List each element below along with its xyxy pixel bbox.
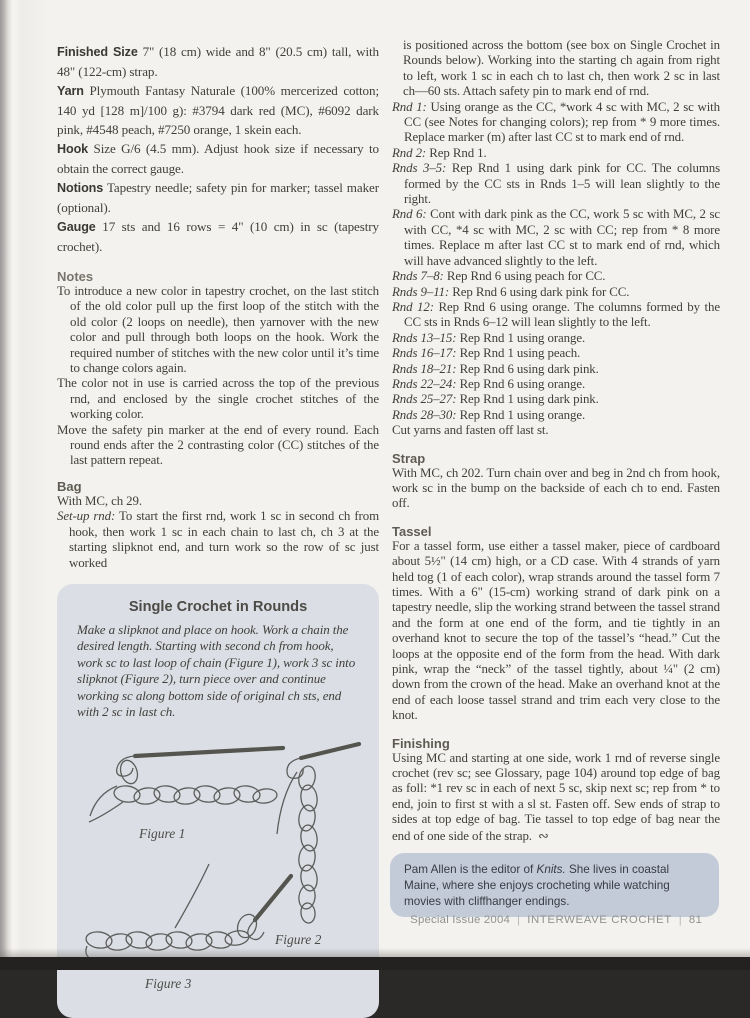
round-label: Set-up rnd: — [57, 509, 116, 524]
box-title: Single Crochet in Rounds — [128, 598, 308, 615]
figure-2-label: Figure 2 — [275, 932, 322, 948]
spec-label: Yarn — [57, 84, 84, 98]
spec-gauge — [57, 217, 379, 256]
bag-continuation-paragraph: is positioned across the bottom (see box on Single Crochet in Rounds below). Working into the starting ch again from right to left, work 1 sc in each ch to last ch, then work 2 sc in last ch—60 sts. Attach safety pin to mark end of rnd. — [403, 38, 720, 99]
spec-label: Finished Size — [57, 45, 138, 59]
footer-magazine-name: INTERWEAVE CROCHET — [527, 914, 672, 926]
box-instructions: Make a slipknot and place on hook. Work a chain the desired length. Starting with second ch from hook, work sc to last loop of chain (Figure 1), work 3 sc into slipknot (Figure 2), turn piece over and continue working sc along bottom side of original ch sts, end with 2 sc in last ch. — [77, 621, 356, 719]
round-text: To start the first rnd, work 1 sc in second ch from hook, then work 1 sc in each chain to last ch, ch 3 at the starting slipknot end, and turn work so the row of sc just worked — [69, 509, 380, 570]
round-label: Rnds 22–24: — [392, 376, 457, 391]
notes-paragraph: Move the safety pin marker at the end of every round. Each round ends after the 2 contrasting color (CC) stitches of the last pattern repeat. — [57, 422, 379, 468]
round-label: Rnd 1: — [392, 99, 427, 114]
round-text: Rep Rnd 6 using orange. The columns formed by the CC sts in Rnds 6–12 will lean slightly to the left. — [404, 299, 720, 330]
spec-label: Notions — [57, 181, 104, 195]
round-label: Rnds 3–5: — [392, 161, 447, 176]
round-instruction — [392, 146, 720, 161]
round-text: Rep Rnd 6 using orange. — [459, 376, 586, 391]
round-instruction — [392, 300, 720, 331]
finishing-text: Using MC and starting at one side, work 1 rnd of reverse single crochet (rev sc; see Glossary, page 104) around top edge of bag as foll: *1 rev sc in each of next 5 sc, skip next sc; rep from * to end, join to first st with a sl st. Fasten off. Sew ends of strap to sides at top edge of bag. Tie tassel to top edge of bag near the end of one side of the strap. — [392, 750, 720, 843]
round-text: Rep Rnd 1. — [429, 145, 487, 160]
pattern-specs — [57, 42, 379, 256]
notes-paragraph: To introduce a new color in tapestry crochet, on the last stitch of the old color pull up the first loop of the stitch with the old color (2 loops on needle), then yarnover with the new color and pull through both loops on the hook. Work the required number of stitches with the new color until it’s time to change colors again. — [57, 284, 379, 376]
round-label: Rnds 7–8: — [392, 269, 444, 284]
finishing-heading: Finishing — [392, 735, 450, 751]
finishing-paragraph — [392, 751, 720, 844]
round-instruction — [392, 331, 720, 346]
round-instruction — [392, 362, 720, 377]
round-instruction — [392, 377, 720, 392]
bio-publication-name: Knits. — [536, 863, 566, 876]
footer-separator: | — [678, 914, 682, 926]
spec-hook — [57, 139, 379, 178]
spec-text: Size G/6 (4.5 mm). Adjust hook size if necessary to obtain the correct gauge. — [57, 141, 379, 176]
round-label: Rnd 12: — [392, 299, 434, 314]
spec-notions — [57, 178, 379, 217]
right-column — [392, 38, 720, 844]
bag-heading: Bag — [57, 478, 82, 494]
round-label: Rnd 6: — [392, 207, 427, 222]
round-text: Rep Rnd 6 using peach for CC. — [446, 269, 606, 284]
tassel-heading: Tassel — [392, 523, 432, 539]
round-text: Rep Rnd 1 using orange. — [459, 330, 586, 345]
spec-label: Gauge — [57, 220, 96, 234]
round-instruction — [392, 346, 720, 361]
footer-separator: | — [517, 914, 521, 926]
round-label: Rnds 28–30: — [392, 407, 457, 422]
round-label: Rnds 9–11: — [392, 284, 450, 299]
round-instruction — [392, 161, 720, 207]
round-text: Rep Rnd 6 using dark pink. — [459, 361, 599, 376]
tassel-paragraph: For a tassel form, use either a tassel maker, piece of cardboard about 5½" (14 cm) high, or a CD case. With 4 strands of yarn held tog (1 of each color), wrap strands around the tassel form 7 times. With a 6" (15-cm) working strand of dark pink on a tapestry needle, slip the working strand between the tassel strand and the form at one end of the form, and tie tightly in an overhand knot to secure the top of the tassel’s “head.” Cut the loops at the opposite end of the form from the head. With dark pink, wrap the “neck” of the tassel tightly, about ¼" (2 cm) down from the crown of the head. Make an overhand knot at the end of each loose tassel strand and trim each very close to the knot. — [392, 538, 720, 723]
round-instruction — [392, 408, 720, 423]
bio-text: She lives in coastal Maine, where she enjoys crocheting while watching movies with cliffhanger endings. — [404, 863, 670, 908]
end-of-article-ornament: ∾ — [537, 827, 549, 843]
strap-paragraph: With MC, ch 202. Turn chain over and beg in 2nd ch from hook, work sc in the bump on the backside of each ch to end. Fasten off. — [392, 465, 720, 511]
bag-setup-round — [57, 509, 379, 571]
round-text: Rep Rnd 1 using dark pink. — [459, 392, 599, 407]
round-text: Cont with dark pink as the CC, work 5 sc with MC, 2 sc with CC, *4 sc with MC, 2 sc with CC; rep from * 8 more times. Replace m after last CC st to mark end of rnd, which will have advanced slightly to the left. — [404, 207, 720, 268]
notes-paragraph: The color not in use is carried across the top of the previous rnd, and enclosed by the single crochet stitches of the working color. — [57, 376, 379, 422]
bag-line: With MC, ch 29. — [57, 493, 142, 508]
round-text: Rep Rnd 1 using dark pink for CC. The columns formed by the CC sts in Rnds 1–5 will lean slightly to the right. — [404, 161, 721, 207]
cut-yarns-line: Cut yarns and fasten off last st. — [392, 423, 549, 438]
scan-left-edge — [0, 0, 48, 970]
round-text: Rep Rnd 6 using dark pink for CC. — [452, 284, 630, 299]
round-instruction — [392, 392, 720, 407]
spec-text: Plymouth Fantasy Naturale (100% mercerized cotton; 140 yd [128 m]/100 g): #3794 dark red (MC), #6092 dark pink, #4548 peach, #7250 orange, 1 skein each. — [57, 83, 379, 137]
scan-bottom-shadow — [0, 948, 750, 957]
figure-3-label: Figure 3 — [145, 976, 192, 992]
round-instruction — [392, 269, 720, 284]
round-text: Rep Rnd 1 using peach. — [459, 346, 581, 361]
spec-yarn — [57, 81, 379, 139]
left-column — [57, 42, 379, 1018]
round-label: Rnd 2: — [392, 145, 427, 160]
spec-text: Tapestry needle; safety pin for marker; tassel maker (optional). — [57, 180, 379, 215]
round-label: Rnds 13–15: — [392, 330, 457, 345]
round-text: Rep Rnd 1 using orange. — [459, 407, 586, 422]
round-instruction — [392, 207, 720, 269]
round-label: Rnds 18–21: — [392, 361, 457, 376]
spec-text: 17 sts and 16 rows = 4" (10 cm) in sc (tapestry crochet). — [57, 219, 379, 254]
notes-heading: Notes — [57, 269, 94, 284]
author-bio-box — [390, 853, 719, 917]
footer-page-number: 81 — [688, 914, 702, 926]
scan-bottom-edge — [0, 957, 750, 970]
bio-text: Pam Allen is the editor of — [404, 863, 537, 876]
spec-label: Hook — [57, 142, 89, 156]
round-label: Rnds 16–17: — [392, 346, 457, 361]
round-instruction — [392, 285, 720, 300]
spec-text: 7" (18 cm) wide and 8" (20.5 cm) tall, with 48" (122-cm) strap. — [57, 44, 379, 79]
spec-finished-size — [57, 42, 379, 81]
round-text: Using orange as the CC, *work 4 sc with MC, 2 sc with CC (see Notes for changing colors); rep from * 9 more times. Replace marker (m) after last CC st to mark end of rnd. — [404, 99, 720, 145]
page-footer — [410, 914, 702, 926]
round-instruction — [392, 100, 720, 146]
footer-issue: Special Issue 2004 — [410, 914, 511, 926]
round-label: Rnds 25–27: — [392, 392, 457, 407]
figure-1-label: Figure 1 — [139, 826, 186, 842]
strap-heading: Strap — [392, 450, 426, 466]
